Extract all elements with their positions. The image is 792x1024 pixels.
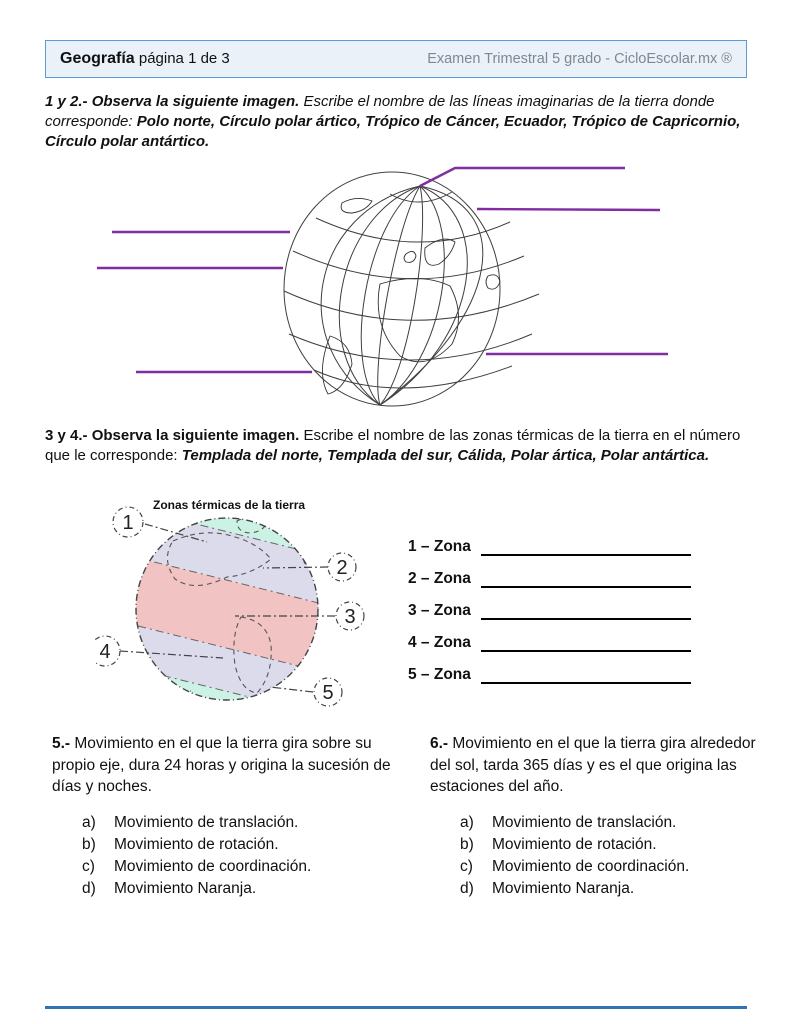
q6-option-a-text: Movimiento de translación.: [492, 813, 677, 831]
q6-body: Movimiento en el que la tierra gira alrededor del sol, tarda 365 días y es el que origina las estaciones del año.: [430, 735, 756, 795]
q6-option-d-letter: d): [460, 879, 474, 897]
badge-number-2: 2: [336, 557, 348, 579]
q5-option-c: [82, 856, 418, 878]
q5-option-b-letter: b): [82, 835, 96, 853]
q5-body: Movimiento en el que la tierra gira sobre su propio eje, dura 24 horas y origina la sucesión de días y noches.: [52, 735, 391, 795]
zona-blank-1[interactable]: [481, 537, 691, 556]
question-5: [52, 733, 418, 900]
q6-option-d: [460, 878, 760, 900]
globe-figure: [80, 156, 700, 416]
q5-option-c-text: Movimiento de coordinación.: [114, 857, 312, 875]
badge-number-3: 3: [344, 606, 356, 628]
zona-row-1: [408, 524, 698, 556]
zona-label-1: 1 – Zona: [408, 538, 471, 555]
thermal-zones-figure: [95, 495, 395, 713]
q34-terms: Templada del norte, Templada del sur, Cálida, Polar ártica, Polar antártica.: [181, 447, 710, 464]
page-indicator: página 1 de 3: [138, 50, 230, 67]
zona-blank-4[interactable]: [481, 633, 691, 652]
q5-option-d: [82, 878, 418, 900]
q6-option-a-letter: a): [460, 813, 474, 831]
question-6: [430, 733, 760, 900]
q6-option-b-text: Movimiento de rotación.: [492, 835, 657, 853]
zona-row-4: [408, 620, 698, 652]
label-line-polo-norte[interactable]: [420, 168, 625, 186]
q6-option-c-text: Movimiento de coordinación.: [492, 857, 690, 875]
q6-option-d-text: Movimiento Naranja.: [492, 879, 635, 897]
q34-intro: 3 y 4.- Observa la siguiente imagen.: [45, 427, 300, 444]
q6-option-a: [460, 812, 760, 834]
zona-blank-3[interactable]: [481, 601, 691, 620]
zona-answer-list: [408, 524, 698, 684]
zona-blank-2[interactable]: [481, 569, 691, 588]
zona-row-5: [408, 652, 698, 684]
q6-option-b-letter: b): [460, 835, 474, 853]
q34-instruction: Escribe el nombre de las zonas térmicas de la tierra en el número que le corresponde:: [45, 427, 741, 464]
q6-option-c: [460, 856, 760, 878]
q5-number: 5.-: [52, 735, 71, 752]
q5-option-a: [82, 812, 418, 834]
header-bar: [45, 40, 747, 78]
q6-options: [460, 812, 760, 900]
label-line-circulo-artico[interactable]: [477, 209, 660, 210]
q5-option-b-text: Movimiento de rotación.: [114, 835, 279, 853]
q12-instruction: Escribe el nombre de las líneas imaginarias de la tierra donde corresponde:: [45, 93, 715, 130]
zona-label-5: 5 – Zona: [408, 666, 471, 683]
q6-number: 6.-: [430, 735, 449, 752]
q12-intro: 1 y 2.- Observa la siguiente imagen.: [45, 93, 300, 110]
header-subject-page: [60, 50, 230, 68]
exam-title: Examen Trimestral 5 grado - CicloEscolar.mx ®: [427, 51, 732, 67]
q5-option-a-letter: a): [82, 813, 96, 831]
question-1-2-text: [45, 92, 753, 152]
question-6-text: [430, 733, 760, 798]
zona-row-3: [408, 588, 698, 620]
answer-label-lines: [97, 168, 668, 372]
q5-options: [82, 812, 418, 900]
subject-title: Geografía: [60, 50, 135, 67]
q5-option-b: [82, 834, 418, 856]
q12-terms: Polo norte, Círculo polar ártico, Trópico de Cáncer, Ecuador, Trópico de Capricornio, Círculo polar antártico.: [45, 113, 741, 150]
figure2-title: Zonas térmicas de la tierra: [153, 498, 306, 512]
badge-number-1: 1: [122, 512, 134, 534]
q5-option-d-text: Movimiento Naranja.: [114, 879, 257, 897]
footer-divider: [45, 1006, 747, 1009]
q5-option-c-letter: c): [82, 857, 95, 875]
zona-row-2: [408, 556, 698, 588]
badge-number-4: 4: [99, 641, 111, 663]
zona-label-4: 4 – Zona: [408, 634, 471, 651]
q6-option-b: [460, 834, 760, 856]
question-3-4-text: [45, 426, 753, 466]
question-5-text: [52, 733, 418, 798]
zona-label-2: 2 – Zona: [408, 570, 471, 587]
q6-option-c-letter: c): [460, 857, 473, 875]
badge-number-5: 5: [322, 682, 334, 704]
q5-option-d-letter: d): [82, 879, 96, 897]
q5-option-a-text: Movimiento de translación.: [114, 813, 299, 831]
zona-label-3: 3 – Zona: [408, 602, 471, 619]
zona-blank-5[interactable]: [481, 665, 691, 684]
